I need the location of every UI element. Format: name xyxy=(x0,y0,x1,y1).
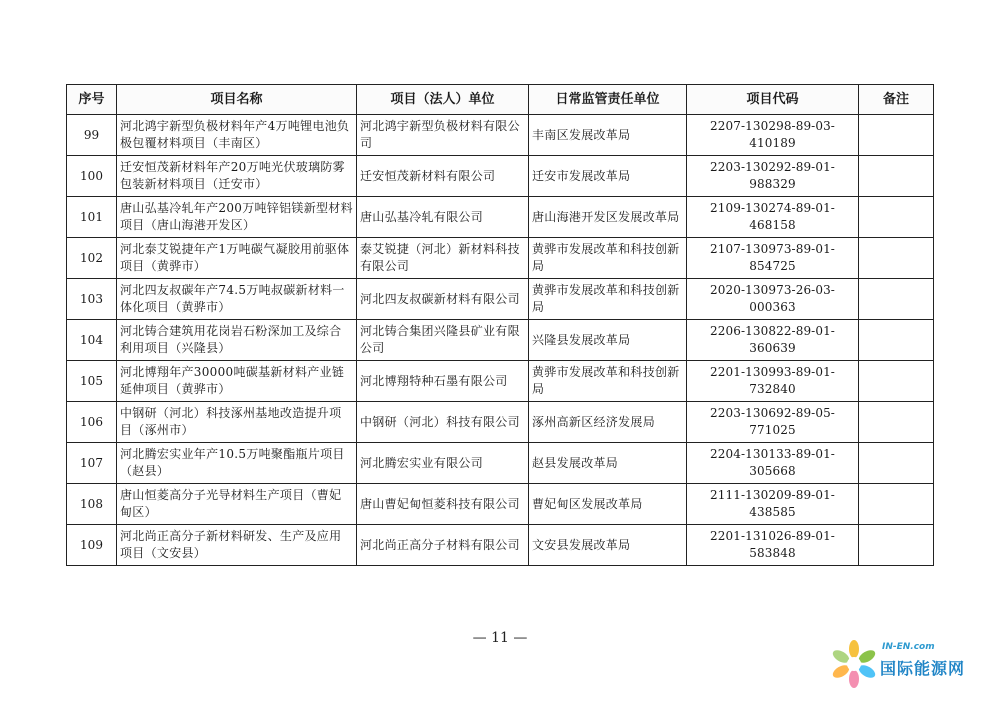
cell-project-code: 2109-130274-89-01-468158 xyxy=(687,197,859,238)
cell-supervisor: 黄骅市发展改革和科技创新局 xyxy=(529,361,687,402)
header-seq: 序号 xyxy=(67,85,117,115)
cell-project-code: 2107-130973-89-01-854725 xyxy=(687,238,859,279)
cell-note xyxy=(859,484,934,525)
cell-seq: 105 xyxy=(67,361,117,402)
table-row xyxy=(67,443,934,484)
cell-seq: 103 xyxy=(67,279,117,320)
table-row xyxy=(67,156,934,197)
cell-supervisor: 迁安市发展改革局 xyxy=(529,156,687,197)
cell-project-code: 2020-130973-26-03-000363 xyxy=(687,279,859,320)
cell-supervisor: 兴隆县发展改革局 xyxy=(529,320,687,361)
cell-project-name: 河北鸿宇新型负极材料年产4万吨锂电池负极包覆材料项目（丰南区） xyxy=(117,115,357,156)
table-header-row xyxy=(67,85,934,115)
cell-project-name: 中钢研（河北）科技涿州基地改造提升项目（涿州市） xyxy=(117,402,357,443)
cell-legal-unit: 河北铸合集团兴隆县矿业有限公司 xyxy=(357,320,529,361)
cell-project-code: 2203-130692-89-05-771025 xyxy=(687,402,859,443)
header-project-code: 项目代码 xyxy=(687,85,859,115)
cell-seq: 104 xyxy=(67,320,117,361)
table-row xyxy=(67,361,934,402)
cell-project-code: 2204-130133-89-01-305668 xyxy=(687,443,859,484)
cell-note xyxy=(859,525,934,566)
project-table xyxy=(66,84,934,566)
cell-project-name: 河北四友叔碳年产74.5万吨叔碳新材料一体化项目（黄骅市） xyxy=(117,279,357,320)
cell-note xyxy=(859,115,934,156)
watermark-logo xyxy=(826,634,986,694)
table-row xyxy=(67,525,934,566)
cell-project-code: 2111-130209-89-01-438585 xyxy=(687,484,859,525)
header-supervisor: 日常监管责任单位 xyxy=(529,85,687,115)
cell-seq: 100 xyxy=(67,156,117,197)
cell-legal-unit: 河北博翔特种石墨有限公司 xyxy=(357,361,529,402)
cell-legal-unit: 中钢研（河北）科技有限公司 xyxy=(357,402,529,443)
cell-project-name: 河北腾宏实业年产10.5万吨聚酯瓶片项目（赵县） xyxy=(117,443,357,484)
cell-legal-unit: 河北腾宏实业有限公司 xyxy=(357,443,529,484)
cell-seq: 106 xyxy=(67,402,117,443)
cell-project-name: 唐山弘基冷轧年产200万吨锌铝镁新型材料项目（唐山海港开发区） xyxy=(117,197,357,238)
cell-supervisor: 涿州高新区经济发展局 xyxy=(529,402,687,443)
cell-supervisor: 唐山海港开发区发展改革局 xyxy=(529,197,687,238)
cell-supervisor: 黄骅市发展改革和科技创新局 xyxy=(529,279,687,320)
cell-project-name: 迁安恒茂新材料年产20万吨光伏玻璃防雾包装新材料项目（迁安市） xyxy=(117,156,357,197)
cell-seq: 99 xyxy=(67,115,117,156)
header-legal-unit: 项目（法人）单位 xyxy=(357,85,529,115)
page-number: — 11 — xyxy=(472,630,528,646)
cell-project-name: 唐山恒菱高分子光导材料生产项目（曹妃甸区） xyxy=(117,484,357,525)
cell-supervisor: 赵县发展改革局 xyxy=(529,443,687,484)
cell-legal-unit: 唐山弘基冷轧有限公司 xyxy=(357,197,529,238)
table-row xyxy=(67,402,934,443)
table-row xyxy=(67,197,934,238)
cell-legal-unit: 河北鸿宇新型负极材料有限公司 xyxy=(357,115,529,156)
cell-project-code: 2201-131026-89-01-583848 xyxy=(687,525,859,566)
header-project-name: 项目名称 xyxy=(117,85,357,115)
cell-project-code: 2207-130298-89-03-410189 xyxy=(687,115,859,156)
cell-seq: 101 xyxy=(67,197,117,238)
cell-project-name: 河北尚正高分子新材料研发、生产及应用项目（文安县） xyxy=(117,525,357,566)
cell-legal-unit: 迁安恒茂新材料有限公司 xyxy=(357,156,529,197)
sunflower-icon xyxy=(826,636,882,692)
cell-legal-unit: 河北四友叔碳新材料有限公司 xyxy=(357,279,529,320)
cell-note xyxy=(859,197,934,238)
cell-supervisor: 丰南区发展改革局 xyxy=(529,115,687,156)
cell-note xyxy=(859,320,934,361)
table-row xyxy=(67,320,934,361)
cell-project-code: 2203-130292-89-01-988329 xyxy=(687,156,859,197)
cell-seq: 107 xyxy=(67,443,117,484)
cell-project-name: 河北泰艾锐捷年产1万吨碳气凝胶用前驱体项目（黄骅市） xyxy=(117,238,357,279)
cell-seq: 109 xyxy=(67,525,117,566)
table-row xyxy=(67,115,934,156)
cell-seq: 102 xyxy=(67,238,117,279)
cell-note xyxy=(859,156,934,197)
cell-legal-unit: 唐山曹妃甸恒菱科技有限公司 xyxy=(357,484,529,525)
watermark-subtitle: IN-EN.com xyxy=(882,642,935,652)
cell-project-code: 2206-130822-89-01-360639 xyxy=(687,320,859,361)
table-row xyxy=(67,484,934,525)
cell-seq: 108 xyxy=(67,484,117,525)
cell-project-code: 2201-130993-89-01-732840 xyxy=(687,361,859,402)
cell-supervisor: 黄骅市发展改革和科技创新局 xyxy=(529,238,687,279)
header-note: 备注 xyxy=(859,85,934,115)
watermark-title: 国际能源网 xyxy=(880,659,966,678)
table-row xyxy=(67,238,934,279)
cell-supervisor: 曹妃甸区发展改革局 xyxy=(529,484,687,525)
table-row xyxy=(67,279,934,320)
cell-note xyxy=(859,402,934,443)
cell-project-name: 河北博翔年产30000吨碳基新材料产业链延伸项目（黄骅市） xyxy=(117,361,357,402)
cell-legal-unit: 泰艾锐捷（河北）新材料科技有限公司 xyxy=(357,238,529,279)
cell-note xyxy=(859,238,934,279)
cell-project-name: 河北铸合建筑用花岗岩石粉深加工及综合利用项目（兴隆县） xyxy=(117,320,357,361)
cell-note xyxy=(859,361,934,402)
cell-legal-unit: 河北尚正高分子材料有限公司 xyxy=(357,525,529,566)
cell-note xyxy=(859,279,934,320)
cell-supervisor: 文安县发展改革局 xyxy=(529,525,687,566)
cell-note xyxy=(859,443,934,484)
